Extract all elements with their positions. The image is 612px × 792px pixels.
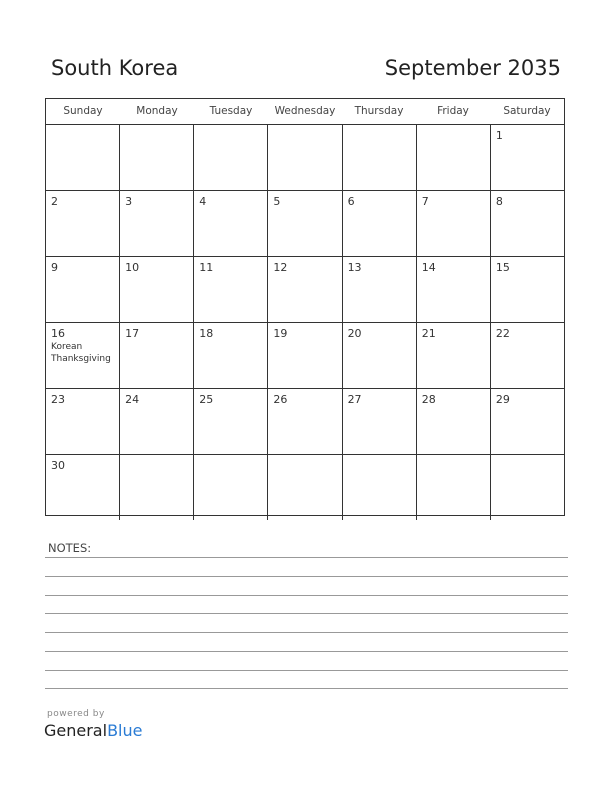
calendar-week-3 (46, 257, 564, 323)
day-number: 21 (421, 327, 436, 340)
day-number: 19 (273, 327, 288, 340)
day-number: 28 (421, 393, 436, 406)
note-line (45, 670, 568, 671)
day-cell (120, 125, 194, 190)
day-number: 13 (347, 261, 362, 274)
day-number: 8 (495, 195, 503, 208)
brand-blue: Blue (107, 721, 143, 740)
calendar-country-title: South Korea (51, 56, 179, 80)
day-cell (194, 125, 268, 190)
day-number: 22 (495, 327, 510, 340)
day-number: 17 (125, 327, 140, 340)
day-cell (268, 455, 342, 520)
calendar-grid (45, 98, 565, 516)
day-cell (120, 191, 194, 256)
day-number: 15 (495, 261, 510, 274)
day-cell (46, 455, 120, 520)
notes-label: NOTES: (48, 541, 92, 555)
day-cell (343, 455, 417, 520)
day-cell (343, 323, 417, 388)
day-cell (194, 455, 268, 520)
day-number: 4 (199, 195, 207, 208)
calendar-week-2 (46, 191, 564, 257)
day-cell (343, 191, 417, 256)
note-line (45, 632, 568, 633)
day-number: 1 (495, 129, 503, 142)
day-number: 2 (51, 195, 58, 208)
day-cell (417, 257, 491, 322)
day-cell (194, 389, 268, 454)
day-number: 25 (199, 393, 214, 406)
day-cell (46, 389, 120, 454)
note-line (45, 576, 568, 577)
day-number: 20 (347, 327, 362, 340)
calendar-week-4 (46, 323, 564, 389)
holiday-label: Korean Thanksgiving (51, 342, 111, 364)
weekday-header-row (46, 99, 564, 125)
calendar-week-5 (46, 389, 564, 455)
day-number: 24 (125, 393, 140, 406)
calendar-week-6 (46, 455, 564, 520)
day-cell (343, 389, 417, 454)
day-cell (417, 455, 491, 520)
day-cell (46, 191, 120, 256)
day-cell (417, 125, 491, 190)
day-cell (120, 257, 194, 322)
day-cell (46, 125, 120, 190)
day-number: 16 (51, 327, 65, 340)
day-cell (491, 455, 564, 520)
powered-by-text: powered by (47, 709, 105, 719)
note-line (45, 557, 568, 558)
day-cell (194, 323, 268, 388)
day-cell (268, 389, 342, 454)
day-number: 14 (421, 261, 436, 274)
day-cell (343, 125, 417, 190)
day-cell (491, 389, 564, 454)
brand-general: General (44, 721, 108, 740)
day-cell (46, 323, 120, 388)
day-cell (417, 191, 491, 256)
weekday-friday: Friday (437, 105, 469, 117)
day-number: 27 (347, 393, 362, 406)
day-number: 10 (125, 261, 140, 274)
day-cell (268, 323, 342, 388)
note-line (45, 595, 568, 596)
day-cell (120, 455, 194, 520)
weekday-wednesday: Wednesday (274, 105, 336, 117)
day-cell (491, 323, 564, 388)
day-number: 26 (273, 393, 288, 406)
day-number: 9 (51, 261, 58, 274)
weekday-saturday: Saturday (503, 105, 551, 117)
day-number: 23 (51, 393, 65, 406)
calendar-week-1 (46, 125, 564, 191)
day-cell (194, 257, 268, 322)
day-number: 3 (125, 195, 133, 208)
note-line (45, 651, 568, 652)
day-cell (491, 191, 564, 256)
note-line (45, 613, 568, 614)
weekday-monday: Monday (136, 105, 178, 117)
weekday-tuesday: Tuesday (209, 105, 253, 117)
day-cell (194, 191, 268, 256)
day-cell (417, 323, 491, 388)
note-line (45, 688, 568, 689)
day-cell (268, 257, 342, 322)
day-number: 18 (199, 327, 214, 340)
day-cell (491, 125, 564, 190)
day-cell (46, 257, 120, 322)
day-cell (120, 323, 194, 388)
calendar-month-title: September 2035 (384, 56, 561, 80)
day-number: 6 (347, 195, 355, 208)
day-number: 11 (199, 261, 214, 274)
day-cell (268, 191, 342, 256)
day-cell (491, 257, 564, 322)
day-number: 5 (273, 195, 281, 208)
weekday-thursday: Thursday (354, 105, 404, 117)
day-number: 29 (495, 393, 510, 406)
day-cell (120, 389, 194, 454)
day-cell (268, 125, 342, 190)
day-number: 30 (51, 459, 65, 472)
weekday-sunday: Sunday (63, 105, 103, 117)
day-cell (343, 257, 417, 322)
brand-logo[interactable] (44, 721, 142, 740)
day-cell (417, 389, 491, 454)
day-number: 7 (421, 195, 429, 208)
day-number: 12 (273, 261, 288, 274)
